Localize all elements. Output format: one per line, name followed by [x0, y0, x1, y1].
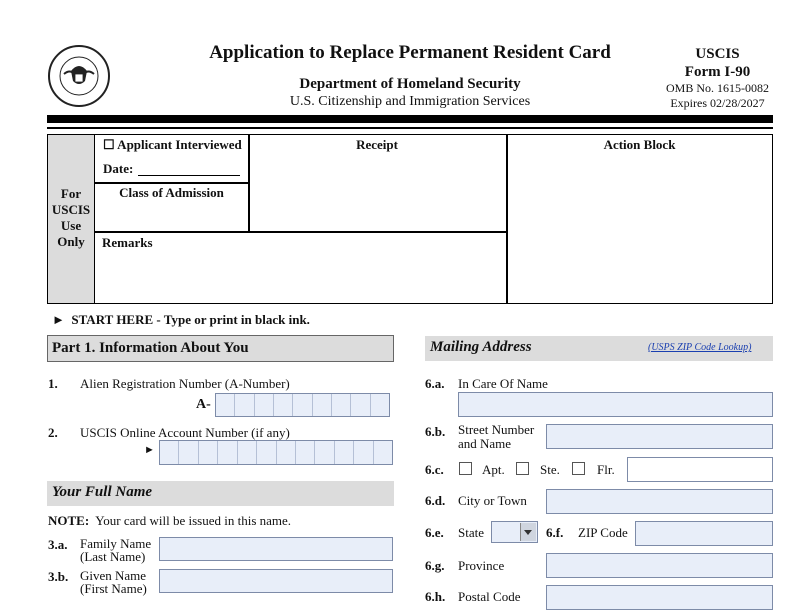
date-line: [138, 175, 240, 176]
form-id-block: [650, 45, 785, 111]
agency-name: U.S. Citizenship and Immigration Services: [289, 94, 531, 109]
name-note: NOTE: Your card will be issued in this name.: [48, 513, 292, 528]
in-care-of-label: In Care Of Name: [458, 376, 548, 391]
province-input[interactable]: [546, 553, 773, 578]
apt-label: Apt.: [482, 462, 505, 477]
family-name-input[interactable]: [159, 537, 393, 561]
state-label: State: [458, 525, 484, 540]
unit-number-input[interactable]: [627, 457, 773, 482]
given-name-label: Given Name (First Name): [80, 568, 147, 596]
apt-checkbox[interactable]: [459, 462, 472, 475]
city-label: City or Town: [458, 493, 527, 508]
arrow-right-icon: ►: [144, 444, 155, 456]
department-name: Department of Homeland Security: [299, 76, 521, 92]
action-block-label: Action Block: [603, 137, 676, 152]
flr-label: Flr.: [597, 462, 615, 477]
in-care-of-input[interactable]: [458, 392, 773, 417]
online-account-input[interactable]: [159, 440, 393, 465]
header-rule-thick: [47, 115, 773, 123]
receipt-label: Receipt: [356, 137, 398, 152]
class-of-admission-label: Class of Admission: [119, 185, 224, 200]
start-here-text: START HERE - Type or print in black ink.: [71, 312, 310, 327]
flr-checkbox[interactable]: [572, 462, 585, 475]
online-account-label: USCIS Online Account Number (if any): [80, 425, 290, 440]
remarks-label: Remarks: [102, 235, 153, 250]
zip-label: ZIP Code: [578, 525, 628, 540]
agency-code: USCIS: [695, 46, 740, 62]
item-number: 3.a.: [48, 537, 68, 552]
applicant-interviewed-label: ☐ Applicant Interviewed: [103, 137, 242, 152]
dhs-seal: [48, 45, 110, 107]
a-number-label: Alien Registration Number (A-Number): [80, 376, 290, 391]
item-number: 6.c.: [425, 462, 444, 477]
city-input[interactable]: [546, 489, 773, 514]
divider: [95, 182, 248, 184]
ste-checkbox[interactable]: [516, 462, 529, 475]
item-number: 6.d.: [425, 493, 446, 508]
start-here-instruction: [52, 312, 310, 328]
a-number-input[interactable]: [215, 393, 390, 417]
form-title: Application to Replace Permanent Resident Card: [209, 42, 611, 63]
mailing-address-heading: Mailing Address: [425, 336, 773, 361]
part1-heading: Part 1. Information About You: [47, 335, 394, 362]
province-label: Province: [458, 558, 505, 573]
item-number: 6.f.: [546, 525, 564, 540]
item-number: 3.b.: [48, 569, 69, 584]
street-input[interactable]: [546, 424, 773, 449]
a-number-prefix: A-: [196, 397, 211, 412]
item-number: 1.: [48, 376, 58, 391]
dhs-seal-emblem-icon: [50, 47, 108, 105]
postal-code-label: Postal Code: [458, 589, 521, 604]
chevron-down-icon[interactable]: [520, 523, 536, 541]
street-label: Street Number and Name: [458, 422, 535, 451]
full-name-heading: Your Full Name: [47, 481, 394, 506]
given-name-input[interactable]: [159, 569, 393, 593]
form-number: Form I-90: [684, 64, 751, 80]
ste-label: Ste.: [540, 462, 560, 477]
usps-zip-lookup-link[interactable]: (USPS ZIP Code Lookup): [648, 342, 752, 353]
item-number: 6.h.: [425, 589, 446, 604]
expiration-date: Expires 02/28/2027: [670, 96, 765, 110]
item-number: 6.a.: [425, 376, 445, 391]
header-rule-thin: [47, 127, 773, 129]
zip-input[interactable]: [635, 521, 773, 546]
item-number: 6.b.: [425, 424, 446, 439]
postal-code-input[interactable]: [546, 585, 773, 610]
omb-number: OMB No. 1615-0082: [665, 81, 769, 95]
uscis-use-box: [47, 134, 773, 304]
item-number: 6.g.: [425, 558, 445, 573]
divider: [506, 134, 508, 304]
uscis-use-label: For USCIS Use Only: [51, 186, 91, 249]
item-number: 6.e.: [425, 525, 444, 540]
date-label: Date:: [103, 161, 134, 176]
state-select[interactable]: [491, 521, 538, 543]
family-name-label: Family Name (Last Name): [80, 536, 152, 564]
arrow-right-icon: ►: [52, 312, 65, 327]
item-number: 2.: [48, 425, 58, 440]
divider: [95, 231, 506, 233]
